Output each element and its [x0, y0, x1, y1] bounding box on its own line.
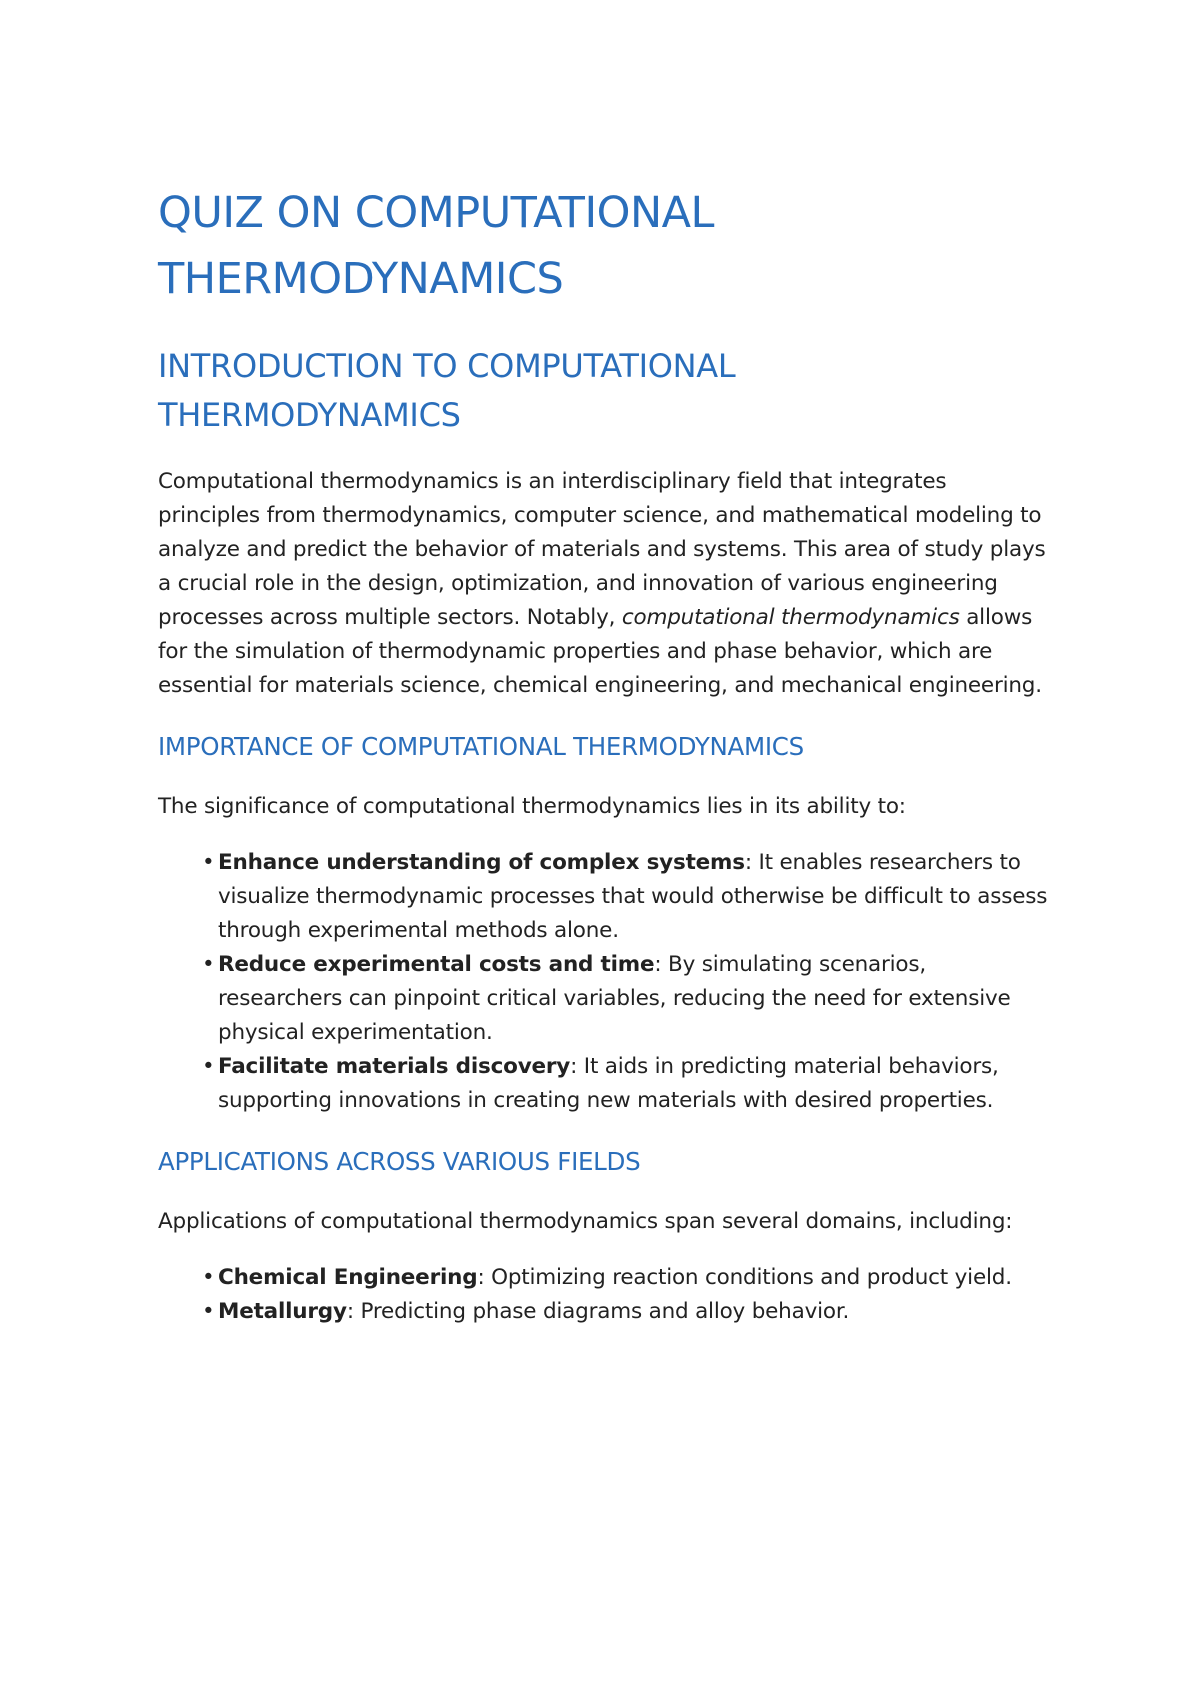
intro-heading-line-2: THERMODYNAMICS	[158, 396, 461, 434]
bullet-icon: •	[202, 1265, 215, 1290]
list-item-term: Reduce experimental costs and time	[218, 952, 655, 977]
applications-lead: Applications of computational thermodynamics span several domains, including:	[158, 1209, 1013, 1234]
list-item-term: Enhance understanding of complex systems	[218, 850, 745, 875]
list-item-text: : Optimizing reaction conditions and product yield.	[477, 1265, 1012, 1290]
list-item	[202, 1295, 1050, 1329]
list-item-term: Facilitate materials discovery	[218, 1054, 571, 1079]
intro-paragraph-emphasis: computational thermodynamics	[621, 605, 960, 630]
intro-paragraph-part-b: allows for the simulation of thermodynamic properties and phase behavior, which are essential for materials science, chemical engineering, and mechanical engineering.	[158, 605, 1042, 698]
list-item-term: Metallurgy	[218, 1299, 347, 1324]
list-item-text: : It enables researchers to visualize thermodynamic processes that would otherwise be difficult to assess through experimental methods alone.	[218, 850, 1048, 943]
importance-heading: IMPORTANCE OF COMPUTATIONAL THERMODYNAMICS	[158, 732, 804, 761]
list-item-text: : By simulating scenarios, researchers can pinpoint critical variables, reducing the need for extensive physical experimentation.	[218, 952, 1011, 1045]
page-title-line-2: THERMODYNAMICS	[158, 254, 564, 304]
importance-list	[158, 846, 1050, 1118]
importance-lead: The significance of computational thermodynamics lies in its ability to:	[158, 794, 906, 819]
list-item	[202, 1050, 1050, 1118]
list-item-text: : Predicting phase diagrams and alloy behavior.	[346, 1299, 850, 1324]
page-title-line-1: QUIZ ON COMPUTATIONAL	[158, 188, 715, 238]
intro-heading-line-1: INTRODUCTION TO COMPUTATIONAL	[158, 347, 736, 385]
applications-list	[158, 1261, 1050, 1329]
applications-heading: APPLICATIONS ACROSS VARIOUS FIELDS	[158, 1147, 641, 1176]
bullet-icon: •	[202, 1054, 215, 1079]
list-item	[202, 846, 1050, 948]
list-item	[202, 948, 1050, 1050]
page-title	[158, 180, 1050, 312]
bullet-icon: •	[202, 1299, 215, 1324]
intro-paragraph-part-a: Computational thermodynamics is an interdisciplinary field that integrates principles from thermodynamics, computer science, and mathematical modeling to analyze and predict the behavior of materials and systems. This area of study plays a crucial role in the design, optimization, and innovation of various engineering processes across multiple sectors. Notably,	[158, 469, 1046, 630]
list-item-text: : It aids in predicting material behaviors, supporting innovations in creating new materials with desired properties.	[218, 1054, 999, 1113]
intro-heading	[158, 342, 1050, 440]
list-item	[202, 1261, 1050, 1295]
list-item-term: Chemical Engineering	[218, 1265, 478, 1290]
bullet-icon: •	[202, 850, 215, 875]
intro-paragraph	[158, 465, 1050, 703]
bullet-icon: •	[202, 952, 215, 977]
